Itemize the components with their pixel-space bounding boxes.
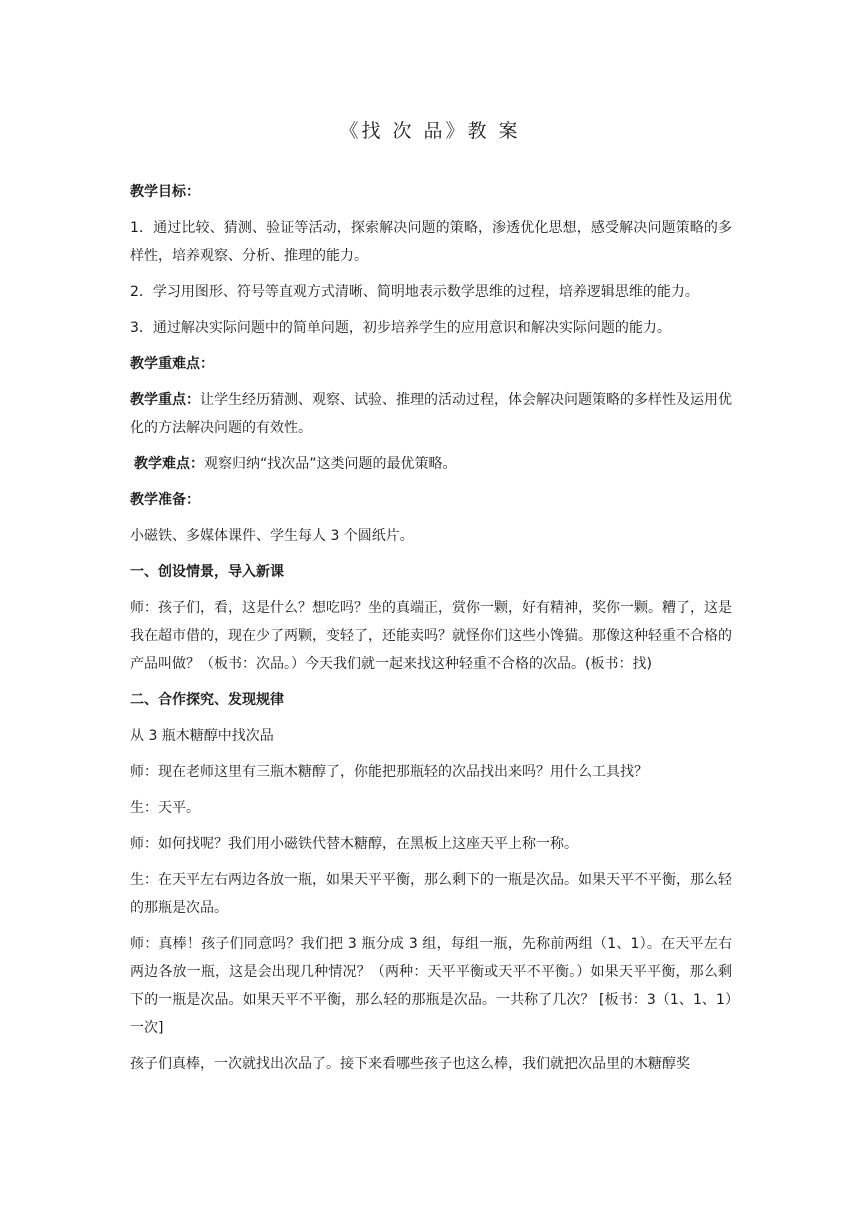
- section2-paragraph-1: 师：现在老师这里有三瓶木糖醇了，你能把那瓶轻的次品找出来吗？用什么工具找？: [130, 764, 648, 780]
- section2-heading: 二、合作探究、发现规律: [130, 692, 284, 708]
- section2-paragraph-4: 生：在天平左右两边各放一瓶，如果天平平衡，那么剩下的一瓶是次品。如果天平不平衡，那么轻的那瓶是次品。: [130, 872, 732, 916]
- objective-3: 3．通过解决实际问题中的简单问题，初步培养学生的应用意识和解决实际问题的能力。: [130, 320, 671, 336]
- document-body: [130, 178, 732, 1086]
- section1-paragraph: 师：孩子们，看，这是什么？想吃吗？坐的真端正，赏你一颗，好有精神，奖你一颗。糟了，这是我在超市借的，现在少了两颗，变轻了，还能卖吗？就怪你们这些小馋猫。那像这种轻重不合格的产品叫做？（板书：次品。）今天我们就一起来找这种轻重不合格的次品。(板书：找): [130, 600, 732, 672]
- section1-heading: 一、创设情景，导入新课: [130, 564, 284, 580]
- focus-paragraph: [130, 386, 732, 442]
- focus-label: 教学重点：: [130, 392, 200, 408]
- document-title: 《找 次 品》教 案: [339, 120, 521, 142]
- prep-heading: 教学准备：: [130, 492, 200, 508]
- focus-text: 让学生经历猜测、观察、试验、推理的活动过程，体会解决问题策略的多样性及运用优化的方法解决问题的有效性。: [130, 392, 732, 436]
- section2-paragraph-6: 孩子们真棒，一次就找出次品了。接下来看哪些孩子也这么棒，我们就把次品里的木糖醇奖: [130, 1056, 690, 1072]
- difficulty-label: 教学难点：: [134, 456, 204, 472]
- difficulty-paragraph: [130, 450, 732, 478]
- section2-paragraph-3: 师：如何找呢？我们用小磁铁代替木糖醇，在黑板上这座天平上称一称。: [130, 836, 578, 852]
- objectives-heading: 教学目标：: [130, 184, 200, 200]
- objective-1: 1．通过比较、猜测、验证等活动，探索解决问题的策略，渗透优化思想，感受解决问题策略的多样性，培养观察、分析、推理的能力。: [130, 220, 732, 264]
- section2-paragraph-2: 生：天平。: [130, 800, 200, 816]
- prep-text: 小磁铁、多媒体课件、学生每人 3 个圆纸片。: [130, 528, 414, 544]
- section2-paragraph-5: 师：真棒！孩子们同意吗？我们把 3 瓶分成 3 组，每组一瓶，先称前两组（1、1）。在天平左右两边各放一瓶，这是会出现几种情况？（两种：天平平衡或天平不平衡。）如果天平平衡，那么剩下的一瓶是次品。如果天平不平衡，那么轻的那瓶是次品。一共称了几次？ [板书：3（1、1、1）一次]: [130, 936, 732, 1036]
- keypoints-heading: 教学重难点：: [130, 356, 214, 372]
- objective-2: 2．学习用图形、符号等直观方式清晰、简明地表示数学思维的过程，培养逻辑思维的能力。: [130, 284, 699, 300]
- difficulty-text: 观察归纳“找次品”这类问题的最优策略。: [204, 456, 457, 472]
- section2-subheading: 从 3 瓶木糖醇中找次品: [130, 728, 274, 744]
